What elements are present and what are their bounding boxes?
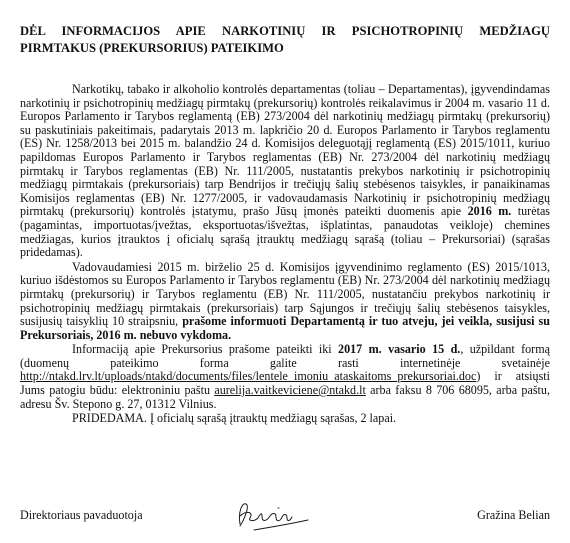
handwritten-signature xyxy=(232,494,312,536)
paragraph-request-text-end: turėtas (pagamintas, importuotas/įvežtas, eksportuotas/išvežtas, išplatintas, panaudotas veikloje) chemines medžiagas, kurios įtrauktos į oficialų sąrašą įtrauktų medžiagų sąrašą (toliau – Prekursoriai) (sąrašas pridedamas). xyxy=(20,204,551,260)
paragraph-request xyxy=(20,83,550,260)
form-link[interactable]: http://ntakd.lrv.lt/uploads/ntakd/documents/files/lentele_imoniu_ataskaitoms_prekursoriai.doc xyxy=(20,369,477,384)
letter-body xyxy=(20,83,550,426)
signer-position: Direktoriaus pavaduotoja xyxy=(20,508,143,522)
paragraph-deadline-contact: ) ir atsiųsti Jums patogiu būdu: elektroniniu paštu xyxy=(20,369,550,398)
email-link[interactable]: aurelija.vaitkeviciene@ntakd.lt xyxy=(214,383,366,398)
paragraph-no-activity-text: Vadovaudamiesi 2015 m. birželio 25 d. Komisijos įgyvendinimo reglamento (ES) 2015/1013, kuriuo išdėstomos su Europos Parlamento ir Tarybos reglamentu (EB) Nr. 273/2004 dėl narkotinių medžiagų pirmtakų (prekursorių) ir Tarybos reglamentu (EB) Nr. 111/2005, nustatančiu prekybos narkotinių ir psichotropinių medžiagų pirmtakais (prekursoriais) tarp Sąjungos ir trečiųjų šalių stebėsenos taisykles, susijusių taisyklių 10 straipsniu, xyxy=(20,259,550,329)
deadline-date: 2017 m. vasario 15 d. xyxy=(338,342,461,357)
document-title: DĖL INFORMACIJOS APIE NARKOTINIŲ IR PSICHOTROPINIŲ MEDŽIAGŲ PIRMTAKUS (PREKURSORIUS) PATEIKIMO xyxy=(20,24,550,55)
paragraph-deadline-address: arba faksu 8 706 68095, arba paštu, adresu Šv. Stepono g. 27, 01312 Vilnius. xyxy=(20,383,550,411)
no-activity-notice: prašome informuoti Departamentą ir tuo atveju, jei veikla, susijusi su Prekursoriais, 2016 m. nebuvo vykdoma. xyxy=(20,314,550,342)
paragraph-deadline xyxy=(20,343,550,411)
paragraph-deadline-text: Informaciją apie Prekursorius prašome pateikti iki xyxy=(72,342,339,357)
paragraph-attachment: PRIDEDAMA. Į oficialų sąrašą įtrauktų medžiagų sąrašas, 2 lapai. xyxy=(72,411,397,426)
paragraph-no-activity xyxy=(20,261,550,343)
reporting-year: 2016 m. xyxy=(467,204,512,219)
paragraph-deadline-form: , užpildant formą (duomenų pateikimo forma galite rasti internetinėje svetainėje xyxy=(20,342,550,370)
signer-name: Gražina Belian xyxy=(477,508,550,522)
paragraph-request-text: Narkotikų, tabako ir alkoholio kontrolės departamentas (toliau – Departamentas), įgyvendindamas narkotinių ir psichotropinių medžiagų pirmtakų (prekursorių) kontrolės reikalavimus ir 2004 m. vasario 11 d. Europos Parlamento ir Tarybos reglamentą (EB) 273/2004 dėl narkotinių medžiagų pirmtakų (prekursorių) su paskutiniais pakeitimais, padarytais 2013 m. lapkričio 20 d. Europos Parlamento ir Tarybos reglamentu (ES) Nr. 1258/2013 bei 2015 m. balandžio 24 d. Komisijos deleguotąjį reglamentą (ES) 2015/1011, kuriuo papildomas Europos Parlamento ir Tarybos reglamentas (EB) Nr. 273/2004 dėl narkotinių medžiagų pirmtakų ir Tarybos reglamentas (EB) Nr. 111/2005, nustatantis prekybos narkotinių ir psichotropinių medžiagų pirmtakais (prekursoriais) tarp Bendrijos ir trečiųjų šalių stebėsenos taisykles, ir panaikinamas Komisijos reglamentas (EB) Nr. 1277/2005, ir vadovaudamasis Narkotinių ir psichotropinių medžiagų pirmtakų (prekursorių) kontrolės įstatymu, prašo Jūsų įmonės pateikti duomenis apie xyxy=(20,82,550,219)
